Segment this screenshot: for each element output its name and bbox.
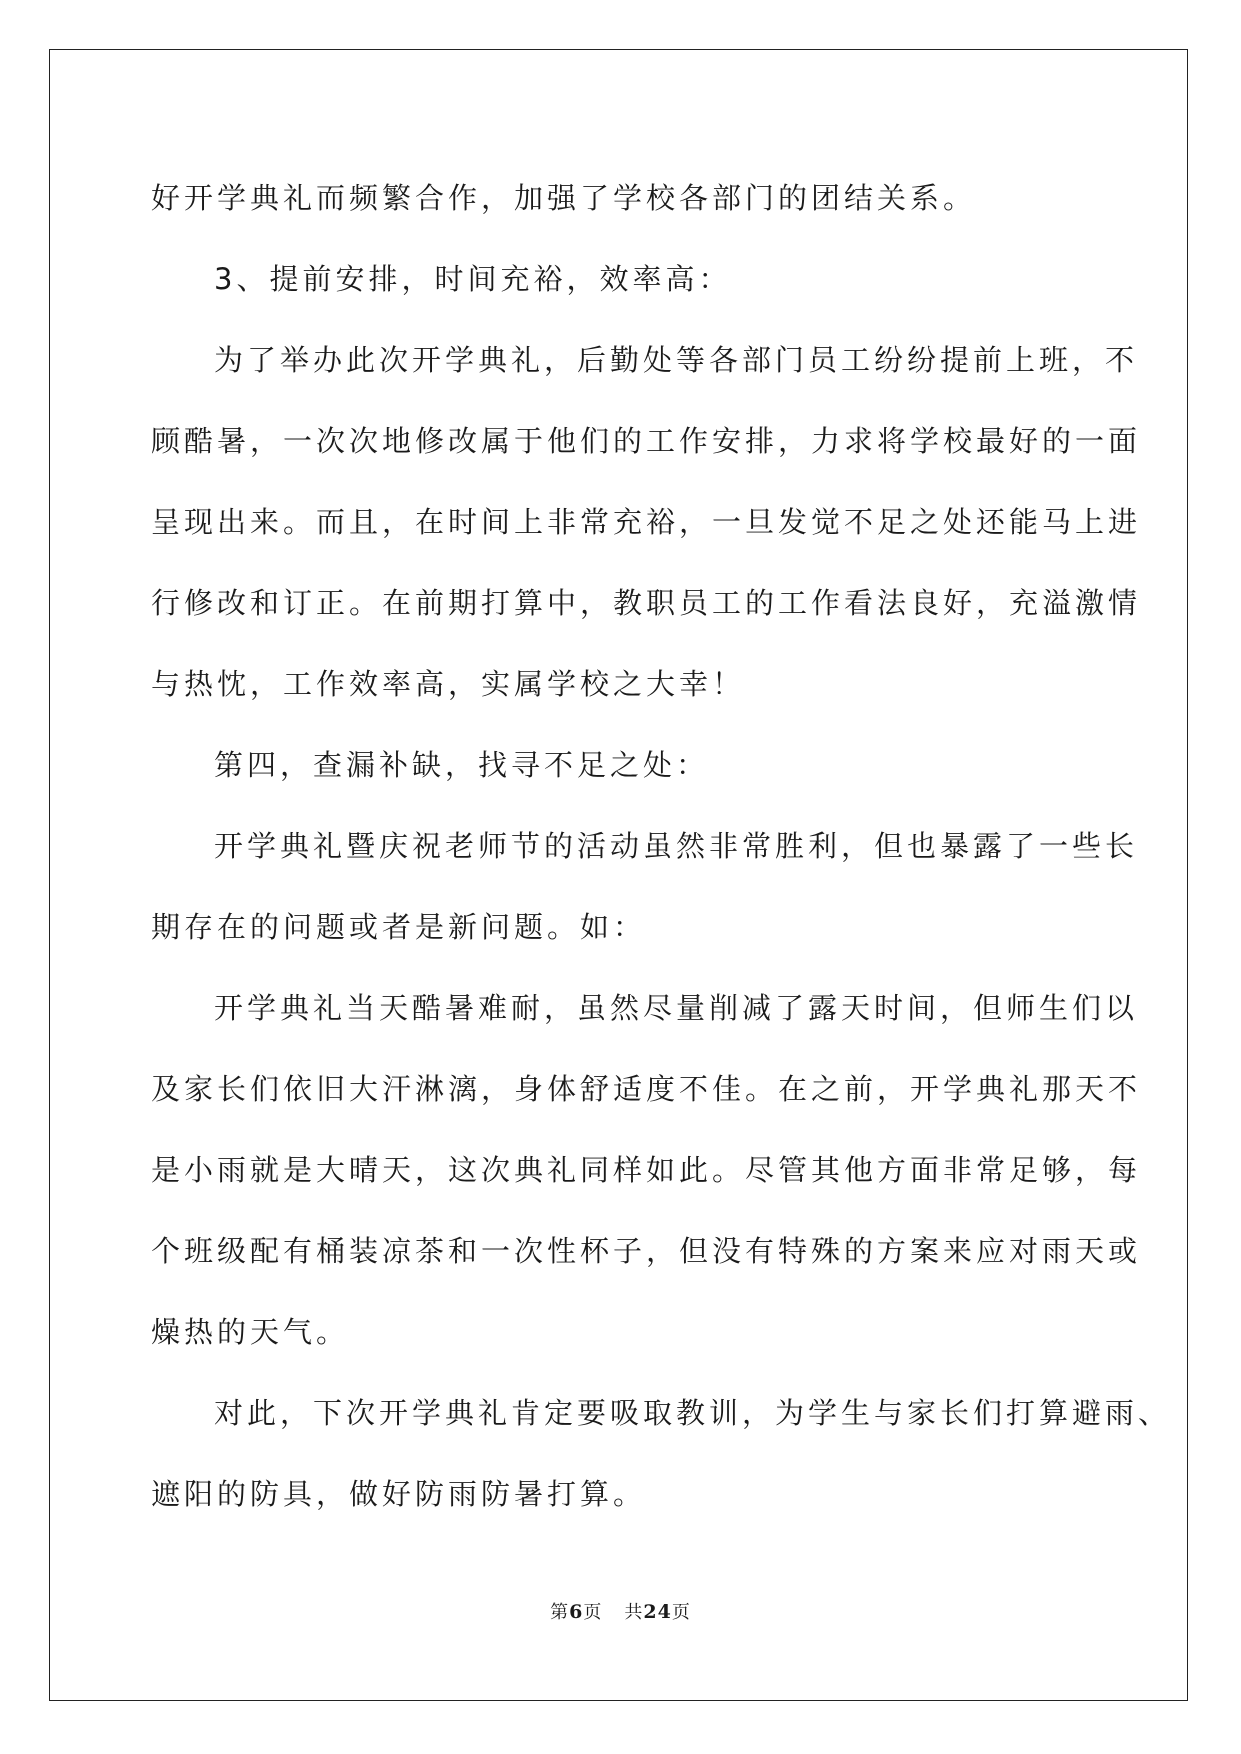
page-footer: [0, 1598, 1241, 1624]
body-line: 个班级配有桶装凉茶和一次性杯子，但没有特殊的方案来应对雨天或: [151, 1234, 1142, 1268]
body-line: 好开学典礼而频繁合作，加强了学校各部门的团结关系。: [151, 181, 977, 215]
body-line: 顾酷暑，一次次地修改属于他们的工作安排，力求将学校最好的一面: [151, 424, 1142, 458]
body-line: 期存在的问题或者是新问题。如：: [151, 910, 647, 944]
page-prefix: 第: [550, 1602, 570, 1623]
body-line: 与热忱，工作效率高，实属学校之大幸！: [151, 667, 746, 701]
body-line: 遮阳的防具，做好防雨防暑打算。: [151, 1477, 647, 1511]
total-suffix: 页: [671, 1602, 691, 1623]
body-line: 及家长们依旧大汗淋漓，身体舒适度不佳。在之前，开学典礼那天不: [151, 1072, 1142, 1106]
body-line: 3、提前安排，时间充裕，效率高：: [214, 262, 732, 296]
total-prefix: 共: [624, 1602, 644, 1623]
body-line: 开学典礼暨庆祝老师节的活动虽然非常胜利，但也暴露了一些长: [214, 829, 1139, 863]
page-suffix: 页: [583, 1602, 603, 1623]
body-line: 燥热的天气。: [151, 1315, 350, 1349]
body-line: 对此，下次开学典礼肯定要吸取教训，为学生与家长们打算避雨、: [214, 1396, 1172, 1430]
body-line: 开学典礼当天酷暑难耐，虽然尽量削减了露天时间，但师生们以: [214, 991, 1139, 1025]
body-line: 呈现出来。而且，在时间上非常充裕，一旦发觉不足之处还能马上进: [151, 505, 1142, 539]
document-body: [151, 158, 1172, 1535]
body-line: 为了举办此次开学典礼，后勤处等各部门员工纷纷提前上班，不: [214, 343, 1139, 377]
body-line: 行修改和订正。在前期打算中，教职员工的工作看法良好，充溢激情: [151, 586, 1142, 620]
body-line: 是小雨就是大晴天，这次典礼同样如此。尽管其他方面非常足够，每: [151, 1153, 1142, 1187]
page-number: 6: [569, 1601, 584, 1623]
body-line: 第四，查漏补缺，找寻不足之处：: [214, 748, 710, 782]
total-pages: 24: [643, 1601, 672, 1623]
